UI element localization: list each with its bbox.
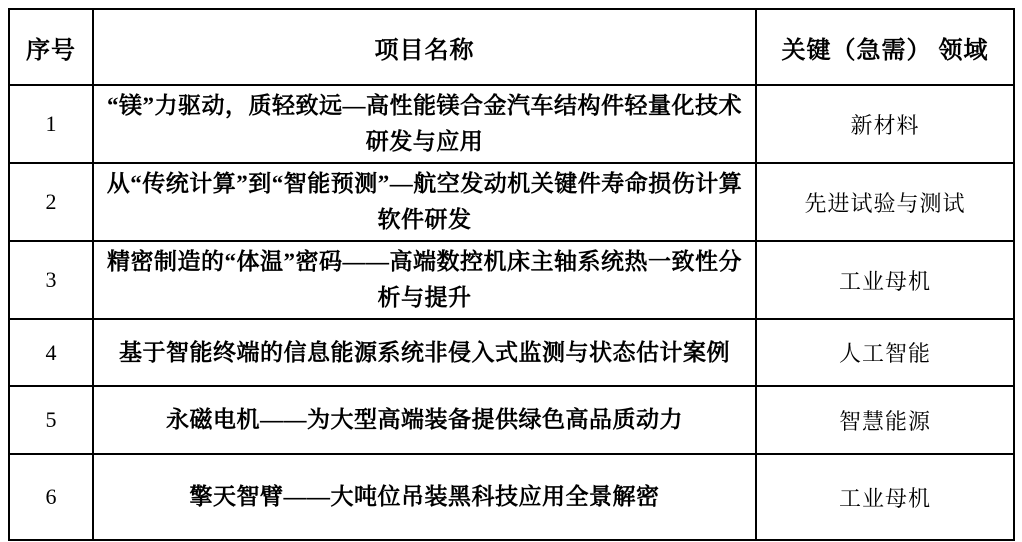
serial-number-cell: 4 — [9, 319, 93, 386]
key-field-cell: 工业母机 — [756, 454, 1014, 540]
table-row — [9, 241, 1014, 319]
project-name-cell: 擎天智臂——大吨位吊装黑科技应用全景解密 — [93, 454, 756, 540]
key-field-cell: 新材料 — [756, 85, 1014, 163]
key-field-cell: 人工智能 — [756, 319, 1014, 386]
key-field-cell: 先进试验与测试 — [756, 163, 1014, 241]
table-row — [9, 319, 1014, 386]
serial-number-cell: 3 — [9, 241, 93, 319]
header-cell-serial-number: 序号 — [9, 9, 93, 85]
header-cell-project-name: 项目名称 — [93, 9, 756, 85]
header-cell-key-field: 关键（急需） 领域 — [756, 9, 1014, 85]
project-list-table — [8, 8, 1015, 541]
project-name-cell: 永磁电机——为大型高端装备提供绿色高品质动力 — [93, 386, 756, 454]
table-row — [9, 85, 1014, 163]
table-row — [9, 454, 1014, 540]
project-name-cell: “镁”力驱动，质轻致远—高性能镁合金汽车结构件轻量化技术研发与应用 — [93, 85, 756, 163]
serial-number-cell: 1 — [9, 85, 93, 163]
table-header-row — [9, 9, 1014, 85]
serial-number-cell: 6 — [9, 454, 93, 540]
project-name-cell: 基于智能终端的信息能源系统非侵入式监测与状态估计案例 — [93, 319, 756, 386]
project-name-cell: 精密制造的“体温”密码——高端数控机床主轴系统热一致性分析与提升 — [93, 241, 756, 319]
table-row — [9, 386, 1014, 454]
project-name-cell: 从“传统计算”到“智能预测”—航空发动机关键件寿命损伤计算软件研发 — [93, 163, 756, 241]
table-row — [9, 163, 1014, 241]
key-field-cell: 智慧能源 — [756, 386, 1014, 454]
serial-number-cell: 2 — [9, 163, 93, 241]
key-field-cell: 工业母机 — [756, 241, 1014, 319]
serial-number-cell: 5 — [9, 386, 93, 454]
